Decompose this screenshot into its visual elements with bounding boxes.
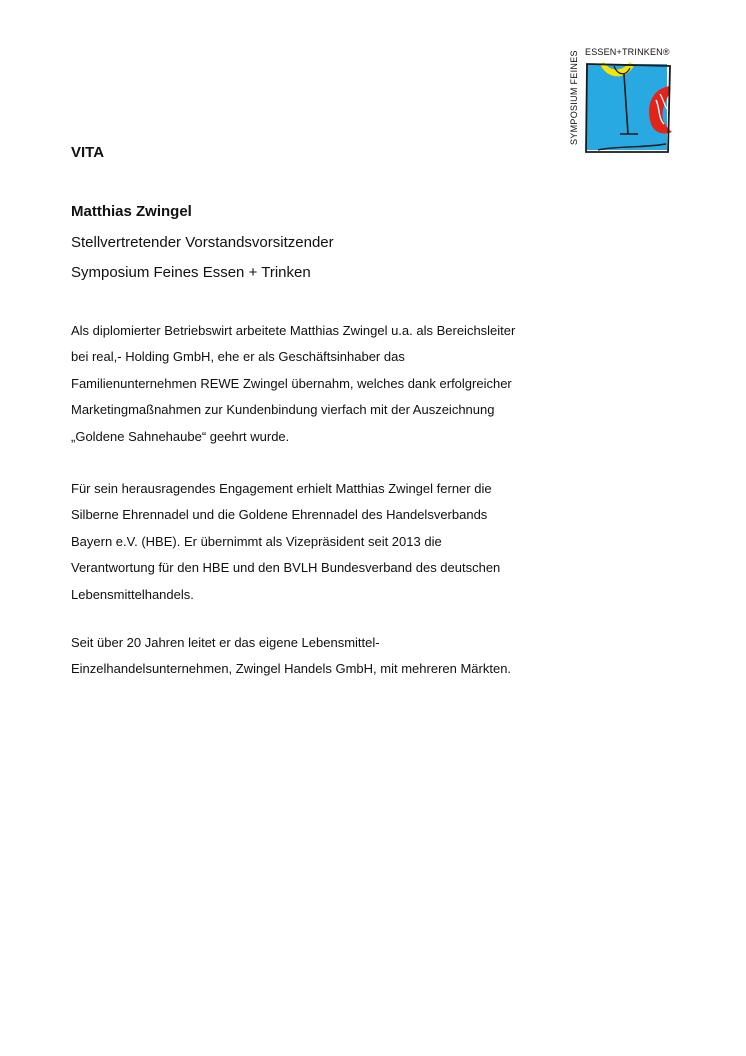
page-title: VITA	[71, 144, 105, 161]
paragraph-line: Für sein herausragendes Engagement erhielt Matthias Zwingel ferner die	[71, 481, 492, 496]
person-role: Stellvertretender Vorstandsvorsitzender	[71, 234, 334, 251]
paragraph-honors	[71, 476, 631, 608]
symposium-logo	[564, 42, 682, 160]
paragraph-line: bei real,- Holding GmbH, ehe er als Geschäftsinhaber das	[71, 349, 405, 365]
paragraph-career	[71, 318, 631, 450]
paragraph-line: „Goldene Sahnehaube“ geehrt wurde.	[71, 428, 290, 444]
paragraph-line: Verantwortung für den HBE und den BVLH Bundesverband des deutschen	[71, 560, 501, 576]
paragraph-line: Silberne Ehrennadel und die Goldene Ehrennadel des Handelsverbands	[71, 507, 488, 523]
paragraph-line: Als diplomierter Betriebswirt arbeitete Matthias Zwingel u.a. als Bereichsleiter	[71, 323, 516, 338]
person-organization: Symposium Feines Essen + Trinken	[71, 264, 311, 281]
logo-vertical-label: SYMPOSIUM FEINES	[569, 50, 579, 145]
logo-artwork-icon	[584, 60, 676, 158]
paragraph-line: Marketingmaßnahmen zur Kundenbindung vierfach mit der Auszeichnung	[71, 402, 495, 418]
logo-top-label: ESSEN+TRINKEN®	[585, 47, 670, 57]
paragraph-line: Einzelhandelsunternehmen, Zwingel Handels GmbH, mit mehreren Märkten.	[71, 661, 512, 677]
paragraph-line: Lebensmittelhandels.	[71, 586, 194, 602]
paragraph-line: Seit über 20 Jahren leitet er das eigene Lebensmittel-	[71, 635, 380, 650]
person-name: Matthias Zwingel	[71, 203, 192, 220]
paragraph-line: Familienunternehmen REWE Zwingel übernahm, welches dank erfolgreicher	[71, 375, 512, 391]
paragraph-business	[71, 630, 631, 683]
logo-vertical-text	[564, 42, 582, 157]
paragraph-line: Bayern e.V. (HBE). Er übernimmt als Vizepräsident seit 2013 die	[71, 533, 442, 549]
